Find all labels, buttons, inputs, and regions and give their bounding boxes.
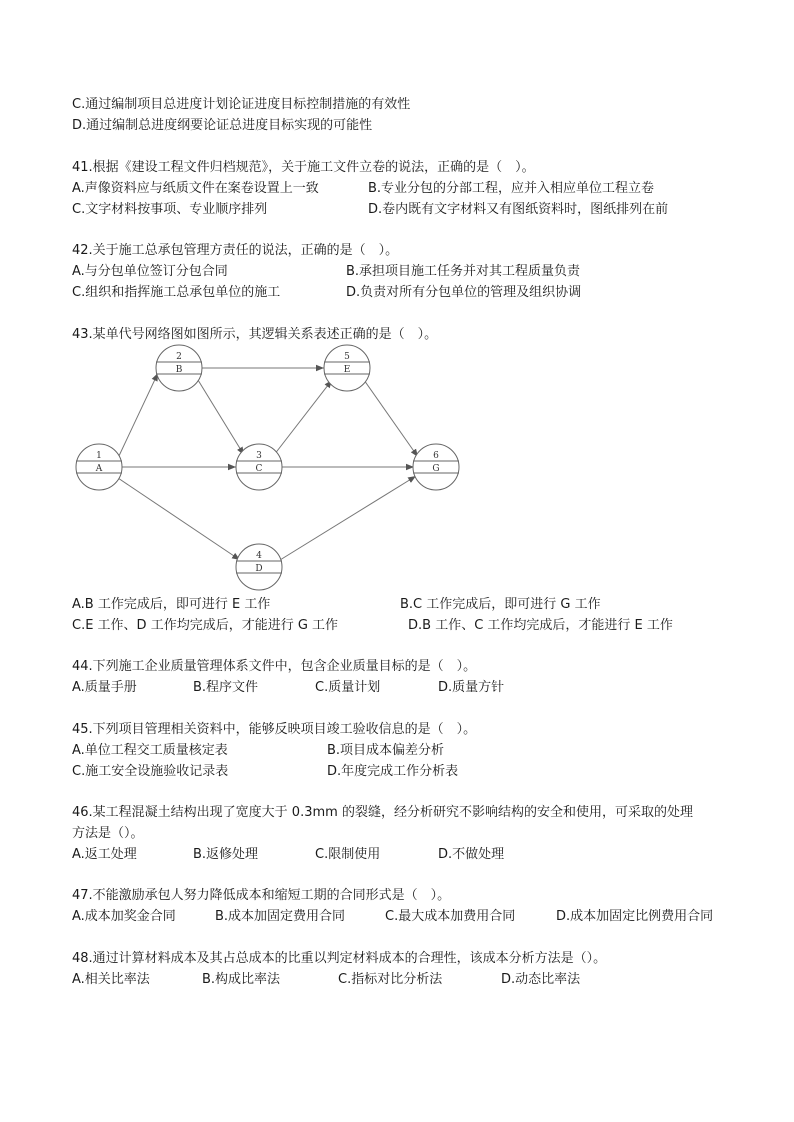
- arrow-d-g: [280, 476, 416, 560]
- q41-option-a[interactable]: A.声像资料应与纸质文件在案卷设置上一致: [72, 181, 319, 196]
- arrow-a-d: [118, 478, 240, 560]
- arrow-c-e: [274, 380, 332, 455]
- network-diagram: [70, 342, 470, 594]
- q42-option-c[interactable]: C.组织和指挥施工总承包单位的施工: [72, 285, 281, 300]
- arrow-e-g: [364, 380, 418, 457]
- node-2-label: B: [175, 365, 183, 375]
- node-6: [413, 444, 459, 490]
- node-2-number: 2: [176, 352, 182, 362]
- q45-option-c[interactable]: C.施工安全设施验收记录表: [72, 764, 229, 779]
- q48-option-a[interactable]: A.相关比率法: [72, 972, 150, 987]
- q48-option-d[interactable]: D.动态比率法: [501, 972, 581, 987]
- q45-option-a[interactable]: A.单位工程交工质量核定表: [72, 743, 228, 758]
- question-45-stem: 45.下列项目管理相关资料中，能够反映项目竣工验收信息的是（ ）。: [72, 722, 477, 737]
- q45-option-b[interactable]: B.项目成本偏差分析: [327, 743, 445, 758]
- node-3-number: 3: [256, 451, 262, 461]
- question-46-stem-cont: 方法是（）。: [72, 826, 144, 841]
- q43-option-a[interactable]: A.B 工作完成后，即可进行 E 工作: [72, 597, 271, 612]
- q47-option-d[interactable]: D.成本加固定比例费用合同: [556, 909, 714, 924]
- q48-option-b[interactable]: B.构成比率法: [202, 972, 281, 987]
- node-6-number: 6: [433, 451, 439, 461]
- q42-option-a[interactable]: A.与分包单位签订分包合同: [72, 264, 228, 279]
- q47-option-c[interactable]: C.最大成本加费用合同: [385, 909, 516, 924]
- q46-option-a[interactable]: A.返工处理: [72, 847, 137, 862]
- node-2: [156, 345, 202, 391]
- question-42-stem: 42.关于施工总承包管理方责任的说法，正确的是（ ）。: [72, 243, 399, 258]
- node-5: [324, 345, 370, 391]
- node-1: [76, 444, 122, 490]
- q41-option-d[interactable]: D.卷内既有文字材料又有图纸资料时，图纸排列在前: [368, 202, 669, 217]
- q44-option-a[interactable]: A.质量手册: [72, 680, 137, 695]
- q43-option-b[interactable]: B.C 工作完成后，即可进行 G 工作: [400, 597, 601, 612]
- node-1-number: 1: [96, 451, 102, 461]
- node-4: [236, 544, 282, 590]
- q44-option-b[interactable]: B.程序文件: [193, 680, 259, 695]
- node-5-number: 5: [344, 352, 350, 362]
- q43-option-d[interactable]: D.B 工作、C 工作均完成后，才能进行 E 工作: [408, 618, 673, 633]
- node-3-label: C: [255, 464, 263, 474]
- option-d-prev: D.通过编制总进度纲要论证总进度目标实现的可能性: [72, 118, 373, 133]
- q46-option-b[interactable]: B.返修处理: [193, 847, 259, 862]
- q46-option-c[interactable]: C.限制使用: [315, 847, 381, 862]
- node-6-label: G: [432, 464, 440, 474]
- node-4-label: D: [255, 564, 263, 574]
- arrow-a-b: [118, 373, 158, 458]
- node-5-label: E: [343, 365, 351, 375]
- question-48-stem: 48.通过计算材料成本及其占总成本的比重以判定材料成本的合理性，该成本分析方法是（）。: [72, 951, 607, 966]
- question-43-stem: 43.某单代号网络图如图所示，其逻辑关系表述正确的是（ ）。: [72, 327, 438, 342]
- option-c-prev: C.通过编制项目总进度计划论证进度目标控制措施的有效性: [72, 97, 411, 112]
- q43-option-c[interactable]: C.E 工作、D 工作均完成后，才能进行 G 工作: [72, 618, 339, 633]
- q44-option-d[interactable]: D.质量方针: [438, 680, 505, 695]
- q41-option-b[interactable]: B.专业分包的分部工程，应并入相应单位工程立卷: [368, 181, 655, 196]
- question-47-stem: 47.不能激励承包人努力降低成本和缩短工期的合同形式是（ ）。: [72, 888, 451, 903]
- q44-option-c[interactable]: C.质量计划: [315, 680, 381, 695]
- question-44-stem: 44.下列施工企业质量管理体系文件中，包含企业质量目标的是（ ）。: [72, 659, 477, 674]
- q46-option-d[interactable]: D.不做处理: [438, 847, 505, 862]
- q41-option-c[interactable]: C.文字材料按事项、专业顺序排列: [72, 202, 268, 217]
- q47-option-b[interactable]: B.成本加固定费用合同: [215, 909, 346, 924]
- q42-option-d[interactable]: D.负责对所有分包单位的管理及组织协调: [346, 285, 582, 300]
- q42-option-b[interactable]: B.承担项目施工任务并对其工程质量负责: [346, 264, 581, 279]
- node-3: [236, 444, 282, 490]
- q47-option-a[interactable]: A.成本加奖金合同: [72, 909, 176, 924]
- question-41-stem: 41.根据《建设工程文件归档规范》，关于施工文件立卷的说法，正确的是（ ）。: [72, 160, 535, 175]
- q45-option-d[interactable]: D.年度完成工作分析表: [327, 764, 459, 779]
- question-46-stem: 46.某工程混凝土结构出现了宽度大于 0.3mm 的裂缝，经分析研究不影响结构的安全和使用，可采取的处理: [72, 805, 693, 820]
- q48-option-c[interactable]: C.指标对比分析法: [338, 972, 443, 987]
- node-1-label: A: [95, 464, 103, 474]
- arrow-b-c: [198, 380, 244, 455]
- node-4-number: 4: [256, 551, 262, 561]
